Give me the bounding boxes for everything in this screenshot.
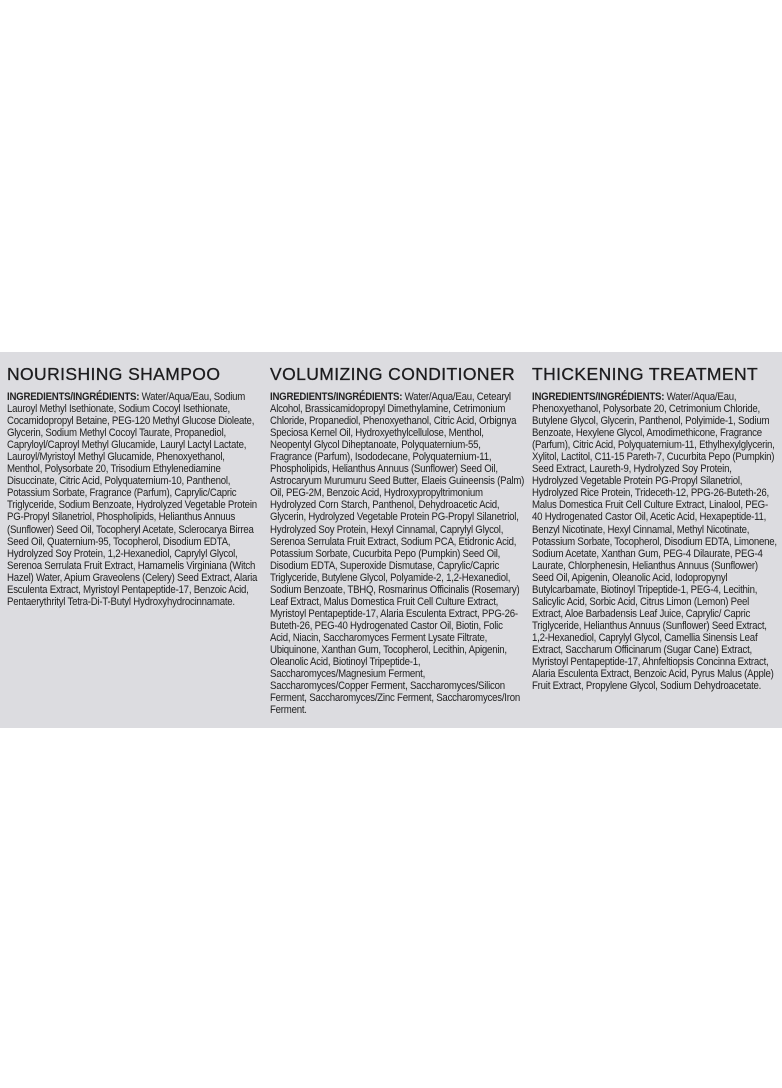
ingredients-text: Water/Aqua/Eau, Phenoxyethanol, Polysorbate 20, Cetrimonium Chloride, Butylene Glycol, Glycerin, Panthenol, Polyimide-1, Sodium Benzoate, Hexylene Glycol, Amodimethicone, Fragrance (Parfum), Citric Acid, Polyquaternium-11, Ethylhexylglycerin, Xylitol, Lactitol, C11-15 Pareth-7, Cucurbita Pepo (Pumpkin) Seed Extract, Laureth-9, Hydrolyzed Soy Protein, Hydrolyzed Vegetable Protein PG-Propyl Silanetriol, Hydrolyzed Rice Protein, Trideceth-12, PPG-26-Buteth-26, Malus Domestica Fruit Cell Culture Extract, Linalool, PEG-40 Hydrogenated Castor Oil, Acetic Acid, Hexapeptide-11, Benzyl Nicotinate, Hexyl Cinnamal, Methyl Nicotinate, Potassium Sorbate, Tocopherol, Disodium EDTA, Limonene, Sodium Acetate, Xanthan Gum, PEG-4 Dilaurate, PEG-4 Laurate, Chlorphenesin, Helianthus Annuus (Sunflower) Seed Oil, Apigenin, Oleanolic Acid, Iodopropynyl Butylcarbamate, Biotinoyl Tripeptide-1, PEG-4, Lecithin, Salicylic Acid, Sorbic Acid, Citrus Limon (Lemon) Peel Extract, Aloe Barbadensis Leaf Juice, Caprylic/ Capric Triglyceride, Helianthus Annuus (Sunflower) Seed Extract, 1,2-Hexanediol, Caprylyl Glycol, Camellia Sinensis Leaf Extract, Saccharum Officinarum (Sugar Cane) Extract, Myristoyl Pentapeptide-17, Ahnfeltiopsis Concinna Extract, Alaria Esculenta Extract, Benzoic Acid, Pyrus Malus (Apple) Fruit Extract, Propylene Glycol, Sodium Dehydroacetate. bbox=[532, 391, 777, 693]
product-title: NOURISHING SHAMPOO bbox=[7, 364, 221, 384]
ingredients-list bbox=[532, 391, 777, 692]
ingredients-label: INGREDIENTS/INGRÉDIENTS: bbox=[270, 391, 403, 403]
product-column-shampoo bbox=[7, 364, 261, 608]
ingredients-label: INGREDIENTS/INGRÉDIENTS: bbox=[532, 391, 665, 403]
ingredient-label-panel bbox=[0, 352, 782, 728]
product-title: VOLUMIZING CONDITIONER bbox=[270, 364, 516, 384]
product-column-treatment bbox=[532, 364, 777, 692]
product-title: THICKENING TREATMENT bbox=[532, 364, 759, 384]
ingredients-list bbox=[270, 391, 524, 716]
ingredients-text: Water/Aqua/Eau, Cetearyl Alcohol, Brassicamidopropyl Dimethylamine, Cetrimonium Chloride, Propanediol, Phenoxyethanol, Citric Acid, Orbignya Speciosa Kernel Oil, Hydroxyethylcellulose, Menthol, Neopentyl Glycol Diheptanoate, Polyquaternium-55, Fragrance (Parfum), Isododecane, Polyquaternium-11, Phospholipids, Helianthus Annuus (Sunflower) Seed Oil, Astrocaryum Murumuru Seed Butter, Elaeis Guineensis (Palm) Oil, PEG-2M, Benzoic Acid, Hydroxypropyltrimonium Hydrolyzed Corn Starch, Panthenol, Dehydroacetic Acid, Glycerin, Hydrolyzed Vegetable Protein PG-Propyl Silanetriol, Hydrolyzed Soy Protein, Hexyl Cinnamal, Caprylyl Glycol, Serenoa Serrulata Fruit Extract, Sodium PCA, Etidronic Acid, Potassium Sorbate, Cucurbita Pepo (Pumpkin) Seed Oil, Disodium EDTA, Superoxide Dismutase, Caprylic/Capric Triglyceride, Butylene Glycol, Polyamide-2, 1,2-Hexanediol, Sodium Benzoate, TBHQ, Rosmarinus Officinalis (Rosemary) Leaf Extract, Malus Domestica Fruit Cell Culture Extract, Myristoyl Pentapeptide-17, Alaria Esculenta Extract, PPG-26-Buteth-26, PEG-40 Hydrogenated Castor Oil, Biotin, Folic Acid, Niacin, Saccharomyces Ferment Lysate Filtrate, Ubiquinone, Xanthan Gum, Tocopherol, Lecithin, Apigenin, Oleanolic Acid, Biotinoyl Tripeptide-1, Saccharomyces/Magnesium Ferment, Saccharomyces/Copper Ferment, Saccharomyces/Silicon Ferment, Saccharomyces/Zinc Ferment, Saccharomyces/Iron Ferment. bbox=[270, 391, 525, 717]
ingredients-label: INGREDIENTS/INGRÉDIENTS: bbox=[7, 391, 140, 403]
ingredients-list bbox=[7, 391, 261, 608]
product-column-conditioner bbox=[270, 364, 524, 716]
ingredients-text: Water/Aqua/Eau, Sodium Lauroyl Methyl Isethionate, Sodium Cocoyl Isethionate, Cocamidopropyl Betaine, PEG-120 Methyl Glucose Dioleate, Glycerin, Sodium Methyl Cocoyl Taurate, Propanediol, Capryloyl/Caproyl Methyl Glucamide, Lauryl Lactyl Lactate, Lauroyl/Myristoyl Methyl Glucamide, Phenoxyethanol, Menthol, Polysorbate 20, Trisodium Ethylenediamine Disuccinate, Citric Acid, Polyquaternium-10, Panthenol, Potassium Sorbate, Fragrance (Parfum), Caprylic/Capric Triglyceride, Sodium Benzoate, Hydrolyzed Vegetable Protein PG-Propyl Silanetriol, Phospholipids, Helianthus Annuus (Sunflower) Seed Oil, Tocopheryl Acetate, Sclerocarya Birrea Seed Oil, Quaternium-95, Tocopherol, Disodium EDTA, Hydrolyzed Soy Protein, 1,2-Hexanediol, Caprylyl Glycol, Serenoa Serrulata Fruit Extract, Hamamelis Virginiana (Witch Hazel) Water, Apium Graveolens (Celery) Seed Extract, Alaria Esculenta Extract, Myristoyl Pentapeptide-17, Benzoic Acid, Pentaerythrityl Tetra-Di-T-Butyl Hydroxyhydrocinnamate. bbox=[7, 391, 258, 608]
